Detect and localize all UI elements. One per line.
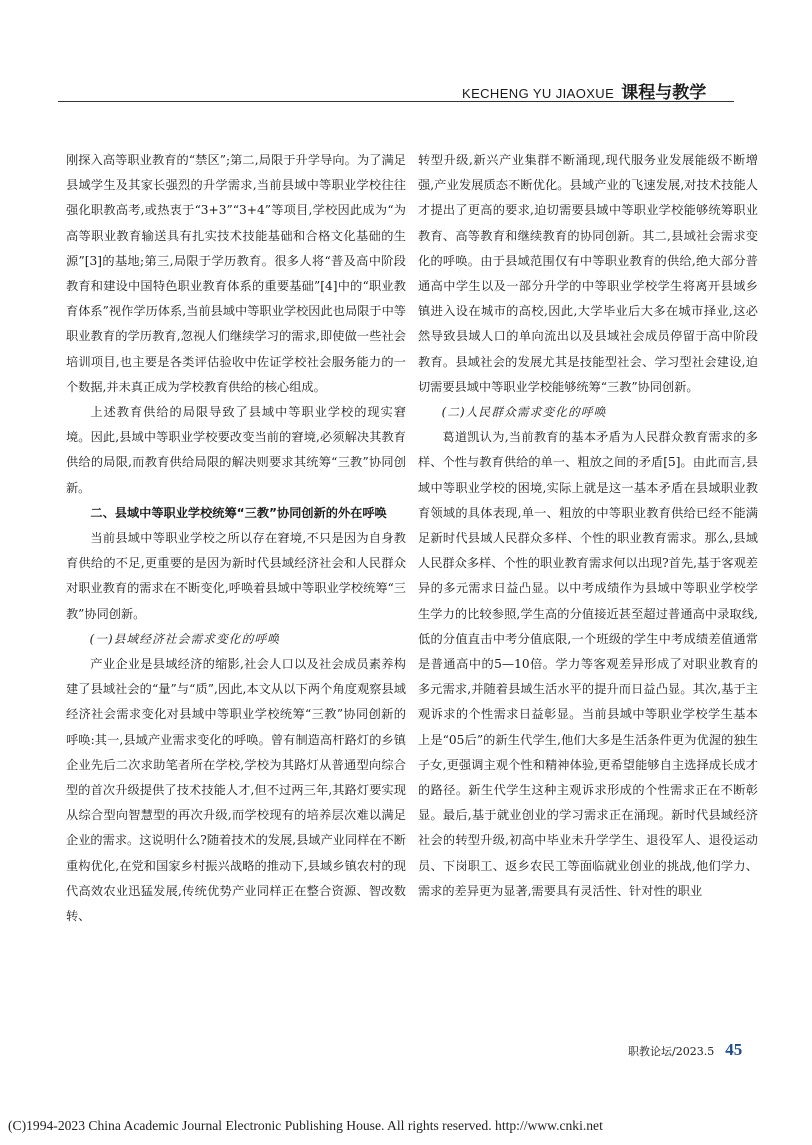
body-paragraph: 当前县域中等职业学校之所以存在窘境,不只是因为自身教育供给的不足,更重要的是因为新时代县域经济社会和人民群众对职业教育的需求在不断变化,呼唤着县域中等职业学校统筹“三教”协同创新。 bbox=[66, 531, 406, 621]
left-column bbox=[66, 148, 406, 929]
page-footer bbox=[628, 1040, 742, 1060]
body-paragraph: 刚探入高等职业教育的“禁区”;第二,局限于升学导向。为了满足县域学生及其家长强烈的升学需求,当前县域中等职业学校往往强化职教高考,或热衷于“3+3”“3+4”等项目,学校因此成为“为高等职业教育输送具有扎实技术技能基础和合格文化基础的生源”[3]的基地;第三,局限于学历教育。很多人将“普及高中阶段教育和建设中国特色职业教育体系的重要基础”[4]中的“职业教育体系”视作学历体系,当前县域中等职业学校因此也局限于中等职业教育的学历教育,忽视人们继续学习的需求,即使做一些社会培训项目,也主要是各类评估验收中佐证学校社会服务能力的一个数据,并未真正成为学校教育供给的核心组成。 bbox=[66, 153, 406, 394]
right-column bbox=[418, 148, 758, 904]
subsection-heading: (一)县域经济社会需求变化的呼唤 bbox=[89, 631, 280, 646]
body-paragraph: 转型升级,新兴产业集群不断涌现,现代服务业发展能级不断增强,产业发展质态不断优化。县域产业的飞速发展,对技术技能人才提出了更高的要求,迫切需要县域中等职业学校能够统筹职业教育、高等教育和继续教育的协同创新。其二,县域社会需求变化的呼唤。由于县域范围仅有中等职业教育的供给,绝大部分普通高中学生以及一部分升学的中等职业学校学生将离开县域乡镇进入设在城市的高校,因此,大学毕业后大多在城市择业,这必然导致县域人口的单向流出以及县域社会成员停留于高中阶段教育。县域社会的发展尤其是技能型社会、学习型社会建设,迫切需要县域中等职业学校能够统筹“三教”协同创新。 bbox=[418, 153, 758, 394]
page-number: 45 bbox=[725, 1040, 743, 1059]
header-title: 课程与教学 bbox=[621, 83, 707, 103]
header-latin: KECHENG YU JIAOXUE bbox=[462, 86, 615, 101]
footer-journal: 职教论坛/2023.5 bbox=[628, 1045, 715, 1058]
section-heading: 二、县域中等职业学校统筹“三教”协同创新的外在呼唤 bbox=[90, 505, 387, 520]
body-paragraph: 产业企业是县域经济的缩影,社会人口以及社会成员素养构建了县域社会的“量”与“质”,因此,本文从以下两个角度观察县域经济社会需求变化对县域中等职业学校统筹“三教”协同创新的呼唤:其一,县域产业需求变化的呼唤。曾有制造高杆路灯的乡镇企业先后二次求助笔者所在学校,学校为其路灯从普通型向综合型的首次升级提供了技术技能人才,但不过两三年,其路灯要实现从综合型向智慧型的再次升级,而学校现有的培养层次难以满足企业的需求。这说明什么?随着技术的发展,县域产业同样在不断重构优化,在党和国家乡村振兴战略的推动下,县域乡镇农村的现代高效农业迅猛发展,传统优势产业同样正在整合资源、智改数转、 bbox=[66, 657, 406, 924]
running-header bbox=[462, 78, 734, 103]
body-paragraph: 上述教育供给的局限导致了县域中等职业学校的现实窘境。因此,县域中等职业学校要改变当前的窘境,必须解决其教育供给的局限,而教育供给局限的解决则要求其统筹“三教”协同创新。 bbox=[66, 405, 406, 495]
header-rule bbox=[58, 101, 734, 102]
subsection-heading: (二)人民群众需求变化的呼唤 bbox=[441, 405, 607, 420]
copyright-notice: (C)1994-2023 China Academic Journal Electronic Publishing House. All rights reserved. http://www.cnki.net bbox=[8, 1118, 603, 1133]
body-paragraph: 葛道凯认为,当前教育的基本矛盾为人民群众教育需求的多样、个性与教育供给的单一、粗放之间的矛盾[5]。由此而言,县域中等职业学校的困境,实际上就是这一基本矛盾在县域职业教育领域的具体表现,单一、粗放的中等职业教育供给已经不能满足新时代县域人民群众多样、个性的职业教育需求。那么,县域人民群众多样、个性的职业教育需求何以出现?首先,基于客观差异的多元需求日益凸显。以中考成绩作为县域中等职业学校学生学力的比较参照,学生高的分值接近甚至超过普通高中录取线,低的分值直击中考分值底限,一个班级的学生中考成绩差值通常是普通高中的5—10倍。学力等客观差异形成了对职业教育的多元需求,并随着县域生活水平的提升而日益凸显。其次,基于主观诉求的个性需求日益彰显。当前县域中等职业学校学生基本上是“05后”的新生代学生,他们大多是生活条件更为优渥的独生子女,更强调主观个性和精神体验,更希望能够自主选择成长成才的路径。新生代学生这种主观诉求形成的个性需求正在不断彰显。最后,基于就业创业的学习需求正在涌现。新时代县域经济社会的转型升级,初高中毕业未升学学生、退役军人、退役运动员、下岗职工、返乡农民工等面临就业创业的挑战,他们学力、需求的差异更为显著,需要具有灵活性、针对性的职业 bbox=[418, 430, 758, 898]
